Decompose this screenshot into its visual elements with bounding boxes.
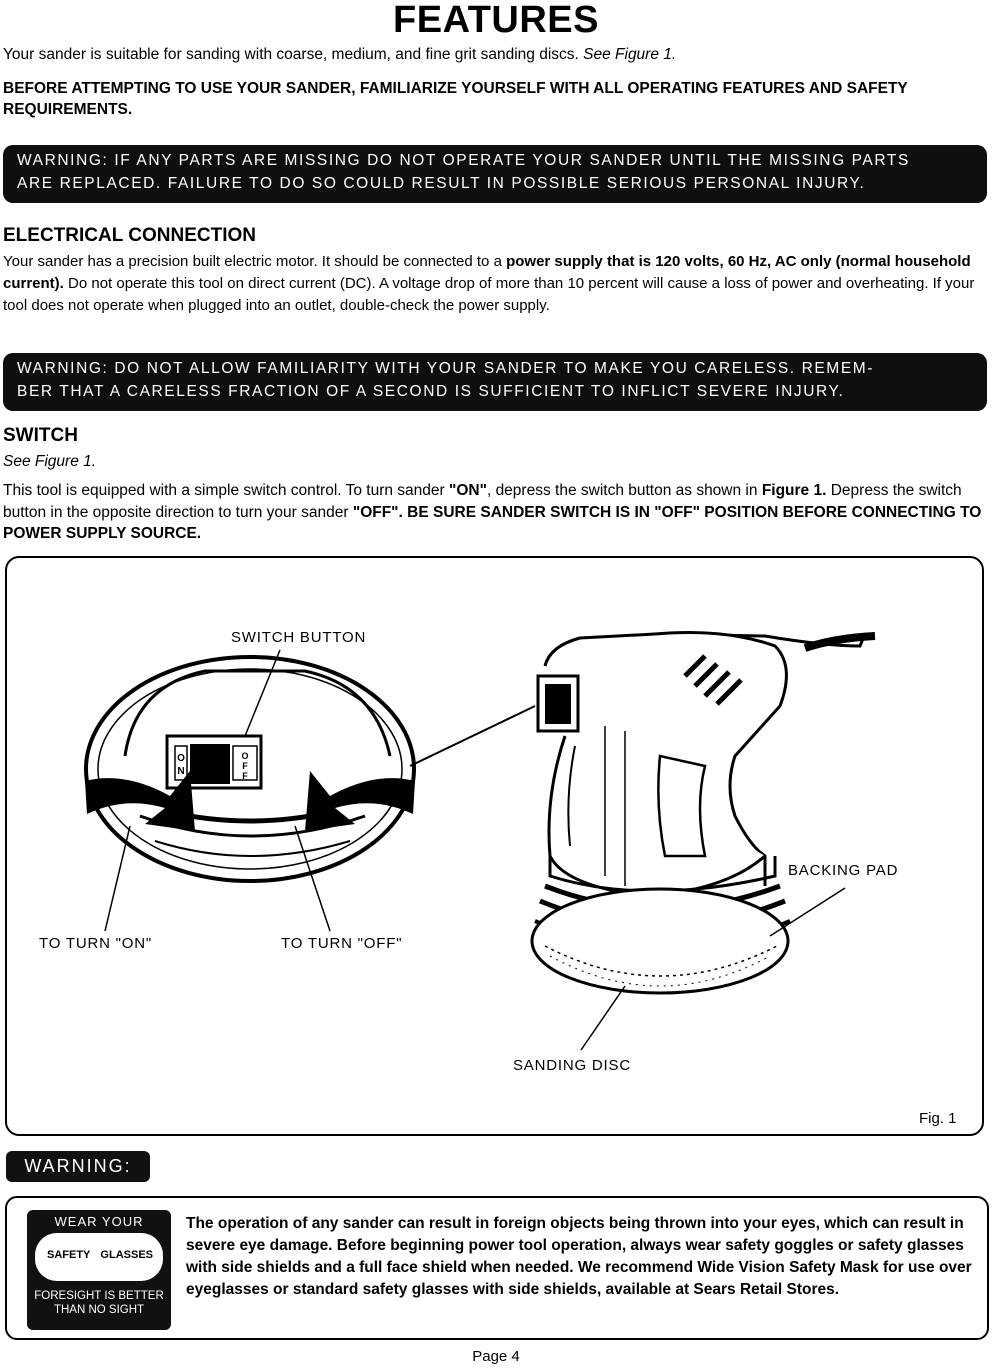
label-switch-button: SWITCH BUTTON	[231, 629, 367, 646]
switch-on-word: "ON"	[449, 482, 487, 499]
switch-off-word: "OFF".	[352, 503, 403, 521]
figure-1-illustration	[5, 556, 984, 1136]
warning-familiarity-line1: WARNING: DO NOT ALLOW FAMILIARITY WITH YOUR SANDER TO MAKE YOU CARELESS. REMEM-	[17, 360, 875, 377]
figure-caption: Fig. 1	[919, 1110, 957, 1127]
badge-bottom-text-1: FORESIGHT IS BETTER	[34, 1290, 164, 1302]
electrical-heading: ELECTRICAL CONNECTION	[3, 225, 256, 246]
label-backing-pad: BACKING PAD	[788, 862, 899, 879]
page-title: FEATURES	[393, 0, 599, 41]
label-to-turn-off: TO TURN "OFF"	[281, 935, 403, 952]
switch-text-1: This tool is equipped with a simple switch control. To turn sander	[3, 482, 449, 499]
electrical-text-1: Your sander has a precision built electric motor. It should be connected to a	[3, 253, 507, 270]
intro-paragraph	[3, 44, 989, 65]
warning-missing-parts-line1: WARNING: IF ANY PARTS ARE MISSING DO NOT OPERATE YOUR SANDER UNTIL THE MISSING PARTS	[17, 152, 910, 169]
electrical-text-2: Do not operate this tool on direct current (DC). A voltage drop of more than 10 percent will cause a loss of power and overheating. If your tool does not operate when plugged into an outlet, double-check the power supply.	[3, 275, 975, 314]
intro-figure-ref: See Figure 1.	[583, 46, 677, 63]
warning-familiarity	[3, 353, 987, 411]
badge-bottom-text-2: THAN NO SIGHT	[53, 1304, 145, 1316]
warning-missing-parts-line2: ARE REPLACED. FAILURE TO DO SO COULD RESULT IN POSSIBLE SERIOUS PERSONAL INJURY.	[17, 175, 866, 192]
svg-text:F: F	[242, 761, 248, 771]
switch-figure-ref	[3, 451, 989, 472]
switch-caution: BE SURE SANDER SWITCH IS IN "OFF" POSITION BEFORE CONNECTING TO POWER SUPPLY SOURCE.	[3, 503, 982, 542]
svg-text:O: O	[177, 753, 185, 764]
safety-warning-text: The operation of any sander can result in foreign objects being thrown into your eyes, which can result in severe eye damage. Before beginning power tool operation, always wear safety goggles or safety glasses with side shields and a full face shield when needed. We recommend Wide Vision Safety Mask for use over eyeglasses or standard safety glasses with side shields, available at Sears Retail Stores.	[186, 1215, 972, 1298]
badge-top-text: WEAR YOUR	[54, 1214, 144, 1229]
electrical-power-spec: power supply that is 120 volts, 60 Hz, AC only (normal household current).	[3, 253, 971, 292]
goggles-icon	[35, 1233, 163, 1281]
label-sanding-disc: SANDING DISC	[513, 1057, 631, 1074]
electrical-paragraph	[3, 251, 989, 317]
svg-text:N: N	[177, 766, 185, 777]
warning-tag: WARNING:	[6, 1151, 150, 1182]
label-to-turn-on: TO TURN "ON"	[39, 935, 153, 952]
switch-figure-ref-text: See Figure 1.	[3, 453, 97, 470]
safety-glasses-badge	[27, 1210, 171, 1330]
before-notice: BEFORE ATTEMPTING TO USE YOUR SANDER, FAMILIARIZE YOURSELF WITH ALL OPERATING FEATURES AND SAFETY REQUIREMENTS.	[3, 80, 908, 118]
switch-text-2: , depress the switch button as shown in	[486, 482, 762, 499]
page-number: Page 4	[472, 1348, 520, 1365]
badge-glasses-text: GLASSES	[100, 1249, 153, 1261]
warning-missing-parts	[3, 145, 987, 203]
switch-text-3: Depress the switch button in the opposite direction to turn your sander	[3, 482, 962, 521]
switch-closeup	[85, 657, 415, 881]
svg-text:F: F	[242, 771, 248, 781]
switch-heading: SWITCH	[3, 425, 78, 446]
warning-familiarity-line2: BER THAT A CARELESS FRACTION OF A SECOND IS SUFFICIENT TO INFLICT SEVERE INJURY.	[17, 383, 845, 400]
switch-paragraph	[3, 480, 989, 545]
svg-text:O: O	[241, 751, 249, 761]
intro-text: Your sander is suitable for sanding with coarse, medium, and fine grit sanding discs.	[3, 46, 579, 63]
switch-figure-word: Figure 1.	[761, 482, 827, 499]
sander-body	[532, 633, 875, 994]
badge-safety-text: SAFETY	[47, 1249, 91, 1261]
